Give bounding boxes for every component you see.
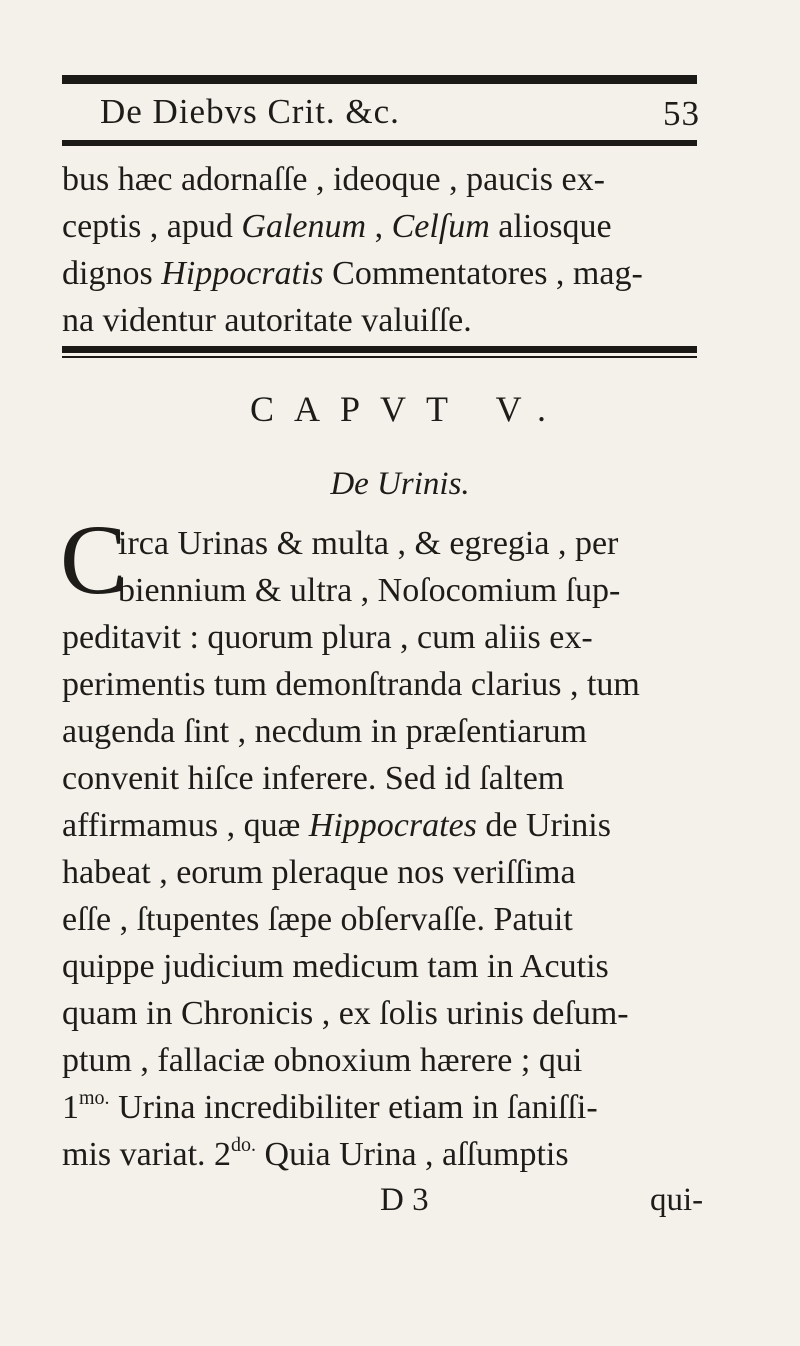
text-line — [62, 618, 702, 658]
text-run: quippe judicium medicum tam in Acutis — [62, 948, 609, 985]
text-line — [62, 994, 702, 1034]
text-run: convenit hiſce inferere. Sed id ſaltem — [62, 760, 565, 797]
italic-name: Hippocratis — [161, 255, 324, 292]
text-line — [62, 1135, 702, 1175]
text-run: dignos — [62, 255, 162, 292]
drop-cap: C — [60, 504, 127, 615]
text-run: na videntur autoritate valuiſſe. — [62, 302, 472, 339]
text-line — [62, 207, 702, 247]
text-line — [62, 712, 702, 752]
italic-name: Celſum — [391, 208, 490, 245]
ordinal-number: 1 — [62, 1089, 79, 1126]
page-footer — [0, 1182, 800, 1222]
ordinal-number: 2 — [214, 1136, 232, 1173]
text-line — [62, 853, 702, 893]
text-run: perimentis tum demonſtranda clarius , tum — [62, 666, 640, 703]
text-line — [62, 160, 702, 200]
chapter-heading: CAPVT V. — [249, 389, 567, 429]
text-run: de Urinis — [476, 807, 611, 844]
text-run: habeat , eorum pleraque nos veriſſima — [62, 854, 576, 891]
text-line — [62, 900, 702, 940]
text-line — [118, 571, 703, 611]
page-number: 53 — [663, 94, 700, 133]
text-line — [62, 1041, 702, 1081]
ordinal-suffix: mo. — [79, 1087, 110, 1109]
text-run: quam in Chronicis , ex ſolis urinis deſum- — [62, 995, 629, 1032]
text-run: ptum , fallaciæ obnoxium hærere ; qui — [62, 1042, 583, 1079]
top-rule — [62, 75, 697, 84]
italic-name: Hippocrates — [308, 807, 477, 844]
text-run: augenda ſint , necdum in præſentiarum — [62, 713, 587, 750]
text-run: bus hæc adornaſſe , ideoque , paucis ex- — [62, 161, 605, 198]
section-rule — [62, 346, 697, 353]
text-run: ceptis , apud — [62, 208, 242, 245]
text-line — [62, 947, 702, 987]
ordinal-suffix: do. — [231, 1134, 257, 1156]
text-run: peditavit : quorum plura , cum aliis ex- — [62, 619, 593, 656]
text-line — [62, 665, 702, 705]
text-run: , — [366, 208, 392, 245]
text-line — [62, 806, 702, 846]
running-head — [100, 92, 700, 136]
text-run: Urina incredibiliter etiam in ſaniſſi- — [109, 1089, 598, 1126]
italic-name: Galenum — [241, 208, 367, 245]
head-rule — [62, 140, 697, 146]
text-run: mis variat. — [62, 1136, 215, 1173]
text-run: eſſe , ſtupentes ſæpe obſervaſſe. Patuit — [62, 901, 573, 938]
text-run: affirmamus , quæ — [62, 807, 309, 844]
running-head-title: De Diebvs Crit. &c. — [100, 92, 400, 131]
text-run: biennium & ultra , Noſocomium ſup- — [118, 572, 621, 609]
text-run: irca Urinas & multa , & egregia , per — [118, 525, 619, 562]
text-run: Commentatores , mag- — [323, 255, 643, 292]
text-line — [62, 254, 702, 294]
text-line — [118, 524, 703, 564]
chapter-subtitle: De Urinis. — [330, 466, 470, 502]
signature-mark: D 3 — [380, 1182, 429, 1218]
text-line — [62, 1088, 702, 1128]
text-line — [62, 301, 702, 341]
text-run: Quia Urina , aſſumptis — [256, 1136, 569, 1173]
catchword: qui- — [650, 1182, 704, 1218]
text-line — [62, 759, 702, 799]
text-run: aliosque — [489, 208, 612, 245]
section-rule-thin — [62, 356, 697, 358]
